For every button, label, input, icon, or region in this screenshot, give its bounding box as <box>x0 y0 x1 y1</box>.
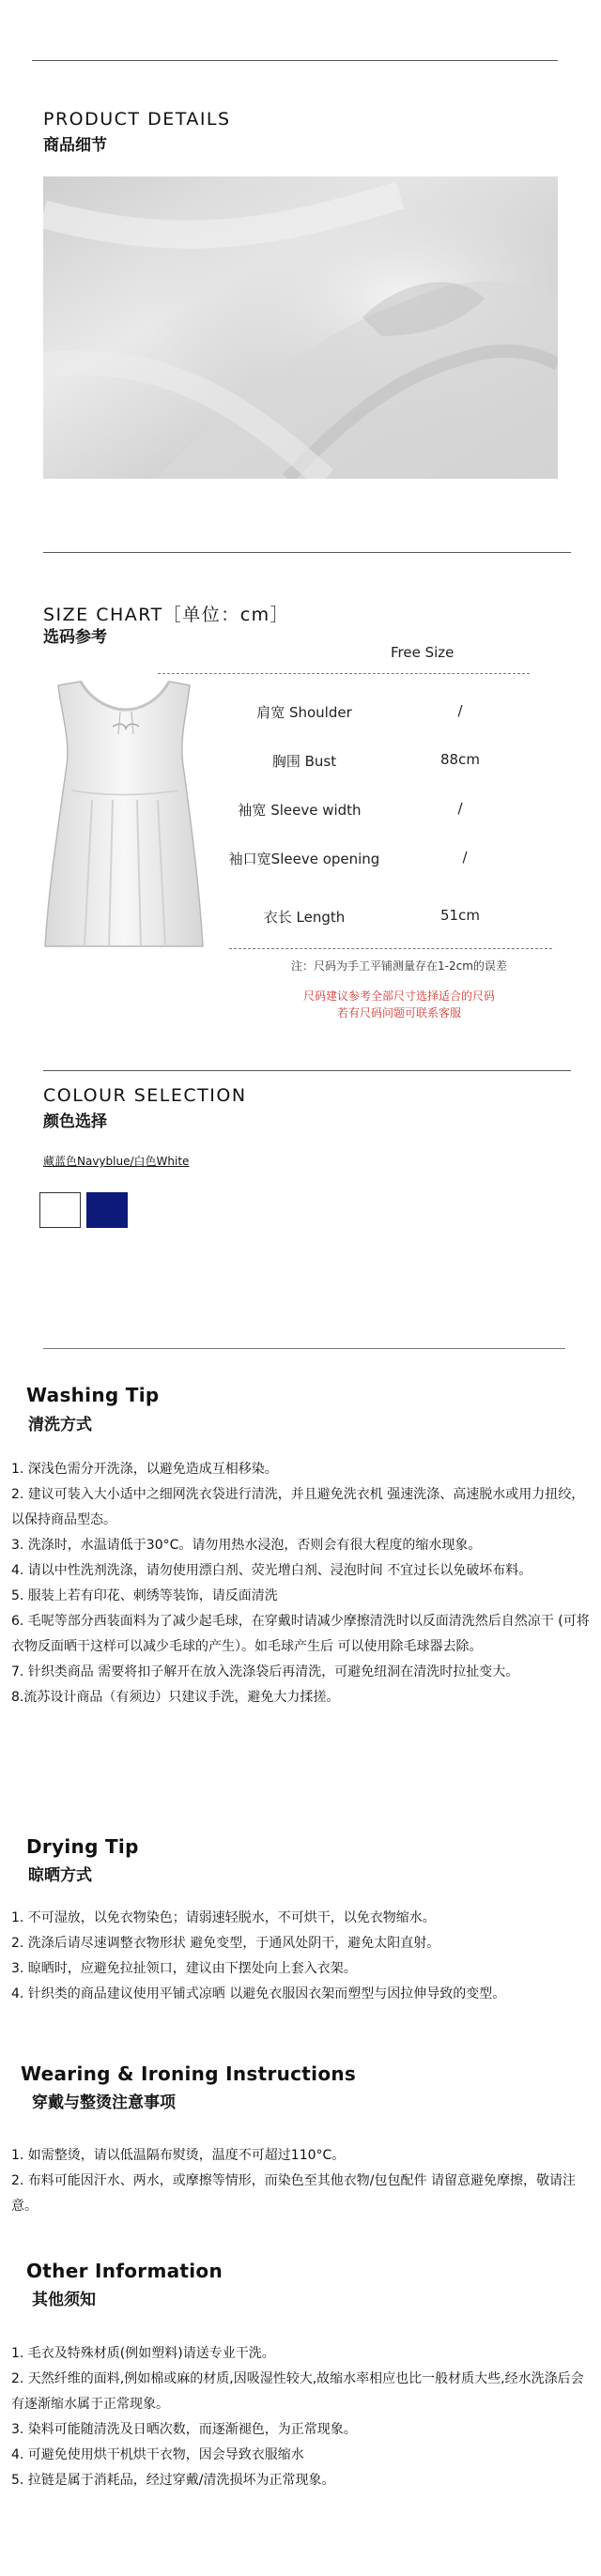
other-item: 3. 染料可能随清洗及日晒次数，而逐渐褪色，为正常现象。 <box>11 2422 357 2437</box>
washing-item: 6. 毛呢等部分西装面料为了减少起毛球，在穿戴时请减少摩擦清洗时以反面清洗然后自然凉干 (可将衣物反面晒干这样可以减少毛球的产生）。如毛球产生后 可以使用除毛球器去除。 <box>11 1614 590 1654</box>
top-divider <box>32 60 558 61</box>
fabric-texture-graphic <box>43 176 558 479</box>
wearing-item: 1. 如需整烫，请以低温隔布熨烫，温度不可超过110°C。 <box>11 2148 346 2163</box>
other-item: 5. 拉链是属于消耗品，经过穿戴/清洗损坏为正常现象。 <box>11 2473 335 2488</box>
swatch-white[interactable] <box>39 1192 81 1228</box>
washing-item: 8.流苏设计商品（有须边）只建议手洗，避免大力揉搓。 <box>11 1690 340 1705</box>
colour-title: COLOUR SELECTION <box>43 1085 247 1106</box>
washing-item: 1. 深浅色需分开洗涤，以避免造成互相移染。 <box>11 1462 278 1477</box>
drying-tip-subtitle: 晾晒方式 <box>28 1866 92 1885</box>
section-divider-colour <box>43 1070 571 1071</box>
size-label-sleeve-width: 袖宽 Sleeve width <box>238 802 362 819</box>
size-label-bust: 胸围 Bust <box>271 753 337 770</box>
colour-subtitle: 颜色选择 <box>43 1112 107 1131</box>
footer-dashed-line <box>229 948 552 949</box>
size-advice-line2: 若有尺码问题可联系客服 <box>336 1006 461 1020</box>
wearing-subtitle: 穿戴与整烫注意事项 <box>32 2093 176 2112</box>
size-column-header: Free Size <box>391 644 455 661</box>
swatch-navy[interactable] <box>86 1192 128 1228</box>
size-advice-line1: 尺码建议参考全部尺寸选择适合的尺码 <box>302 989 495 1003</box>
drying-item: 4. 针织类的商品建议使用平铺式凉晒 以避免衣服因衣架而塑型与因拉伸导致的变型。 <box>11 1986 506 2001</box>
washing-tip-subtitle: 清洗方式 <box>28 1416 92 1434</box>
wearing-list <box>11 2143 590 2219</box>
other-info-list <box>11 2341 590 2493</box>
size-value-sleeve-width: / <box>457 800 463 817</box>
size-note: 注：尺码为手工平铺测量存在1-2cm的误差 <box>291 959 507 973</box>
washing-item: 2. 建议可装入大小适中之细网洗衣袋进行清洗，并且避免洗衣机 强速洗涤、高速脱水或用力扭绞，以保持商品型态。 <box>11 1487 585 1527</box>
washing-item: 7. 针织类商品 需要将扣子解开在放入洗涤袋后再清洗，可避免纽洞在清洗时拉扯变大。 <box>11 1664 519 1679</box>
product-details-subtitle: 商品细节 <box>43 136 107 155</box>
drying-tip-title: Drying Tip <box>26 1835 139 1858</box>
section-divider-size <box>43 552 571 553</box>
wearing-title: Wearing & Ironing Instructions <box>21 2062 357 2085</box>
size-label-sleeve-opening: 袖口宽Sleeve opening <box>228 851 380 867</box>
fabric-detail-image <box>43 176 558 479</box>
size-label-length: 衣长 Length <box>263 909 346 926</box>
colour-options-label: 藏蓝色Navyblue/白色White <box>43 1155 190 1168</box>
drying-tip-list <box>11 1906 590 2007</box>
other-info-subtitle: 其他须知 <box>32 2291 96 2309</box>
drying-item: 1. 不可湿放，以免衣物染色；请弱速轻脱水，不可烘干，以免衣物缩水。 <box>11 1910 436 1925</box>
drying-item: 3. 晾晒时，应避免拉扯领口，建议由下摆处向上套入衣架。 <box>11 1961 357 1976</box>
size-chart-subtitle: 选码参考 <box>43 628 107 647</box>
garment-image <box>38 668 210 954</box>
washing-tip-title: Washing Tip <box>26 1384 160 1406</box>
header-dashed-line <box>158 673 530 674</box>
size-chart-title: SIZE CHART［单位：cm］ <box>43 605 290 625</box>
size-value-length: 51cm <box>440 907 480 924</box>
washing-item: 3. 洗涤时，水温请低于30°C。请勿用热水浸泡，否则会有很大程度的缩水现象。 <box>11 1538 482 1553</box>
drying-item: 2. 洗涤后请尽速调整衣物形状 避免变型，于通风处阴干，避免太阳直射。 <box>11 1936 440 1951</box>
size-value-sleeve-opening: / <box>462 849 468 866</box>
size-label-shoulder: 肩宽 Shoulder <box>256 704 352 721</box>
other-item: 4. 可避免使用烘干机烘干衣物，因会导致衣服缩水 <box>11 2447 304 2462</box>
other-item: 2. 天然纤维的面料,例如棉或麻的材质,因吸湿性较大,故缩水率相应也比一般材质大些,经水洗涤后会有逐渐缩水属于正常现象。 <box>11 2371 584 2412</box>
washing-item: 4. 请以中性洗剂洗涤，请勿使用漂白剂、荧光增白剂、浸泡时间 不宜过长以免破坏布料。 <box>11 1563 532 1578</box>
sleeveless-top-illustration <box>38 668 210 954</box>
other-info-title: Other Information <box>26 2260 223 2282</box>
product-details-title: PRODUCT DETAILS <box>43 109 231 130</box>
wearing-item: 2. 布料可能因汗水、两水，或摩擦等情形，而染色至其他衣物/包包配件 请留意避免摩擦，敬请注意。 <box>11 2173 576 2214</box>
size-value-bust: 88cm <box>440 751 480 768</box>
size-value-shoulder: / <box>457 702 463 719</box>
washing-tip-list <box>11 1457 590 1710</box>
other-item: 1. 毛衣及特殊材质(例如塑料)请送专业干洗。 <box>11 2346 275 2361</box>
washing-item: 5. 服装上若有印花、刺绣等装饰，请反面清洗 <box>11 1588 278 1603</box>
section-divider-care <box>43 1348 565 1349</box>
